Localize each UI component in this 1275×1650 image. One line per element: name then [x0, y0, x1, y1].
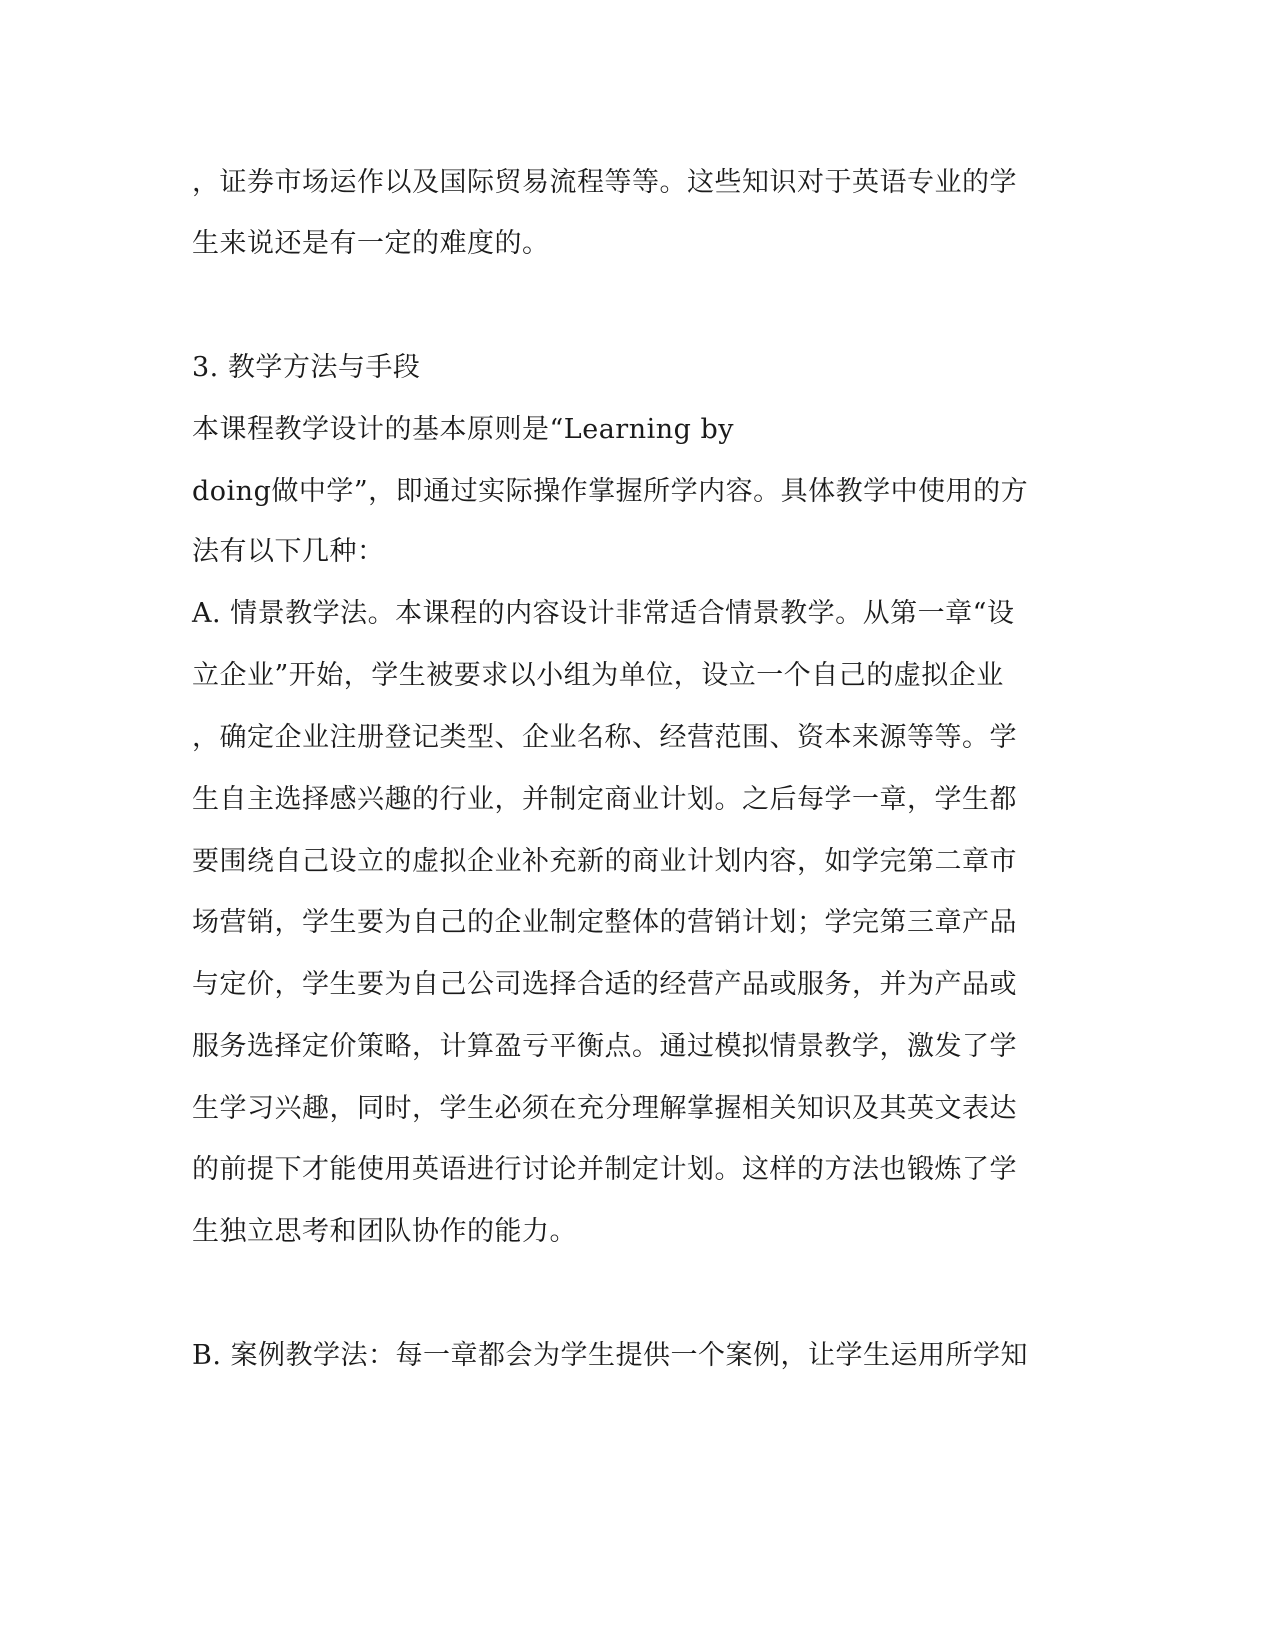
paragraph-line: B. 案例教学法：每一章都会为学生提供一个案例，让学生运用所学知	[192, 1340, 1029, 1371]
paragraph-line: 法有以下几种：	[192, 536, 385, 567]
paragraph-line: ，确定企业注册登记类型、企业名称、经营范围、资本来源等等。学	[192, 722, 1017, 753]
paragraph-line: 本课程教学设计的基本原则是“Learning by	[192, 414, 735, 445]
paragraph-line: ，证券市场运作以及国际贸易流程等等。这些知识对于英语专业的学	[192, 167, 1017, 198]
paragraph-line: 场营销，学生要为自己的企业制定整体的营销计划；学完第三章产品	[192, 907, 1017, 938]
paragraph-line: 的前提下才能使用英语进行讨论并制定计划。这样的方法也锻炼了学	[192, 1154, 1017, 1185]
paragraph-line: 生来说还是有一定的难度的。	[192, 228, 550, 259]
paragraph-line: 要围绕自己设立的虚拟企业补充新的商业计划内容，如学完第二章市	[192, 846, 1017, 877]
paragraph-line: doing做中学”，即通过实际操作掌握所学内容。具体教学中使用的方	[192, 476, 1029, 507]
paragraph-line: 服务选择定价策略，计算盈亏平衡点。通过模拟情景教学，激发了学	[192, 1031, 1017, 1062]
paragraph-line: 生自主选择感兴趣的行业，并制定商业计划。之后每学一章，学生都	[192, 784, 1017, 815]
section-heading: 3. 教学方法与手段	[192, 352, 421, 383]
paragraph-line: 立企业”开始，学生被要求以小组为单位，设立一个自己的虚拟企业	[192, 660, 1004, 691]
paragraph-line: 生独立思考和团队协作的能力。	[192, 1216, 577, 1247]
paragraph-line: 生学习兴趣，同时，学生必须在充分理解掌握相关知识及其英文表达	[192, 1093, 1017, 1124]
paragraph-line: 与定价，学生要为自己公司选择合适的经营产品或服务，并为产品或	[192, 969, 1017, 1000]
paragraph-line: A. 情景教学法。本课程的内容设计非常适合情景教学。从第一章“设	[192, 598, 1015, 629]
